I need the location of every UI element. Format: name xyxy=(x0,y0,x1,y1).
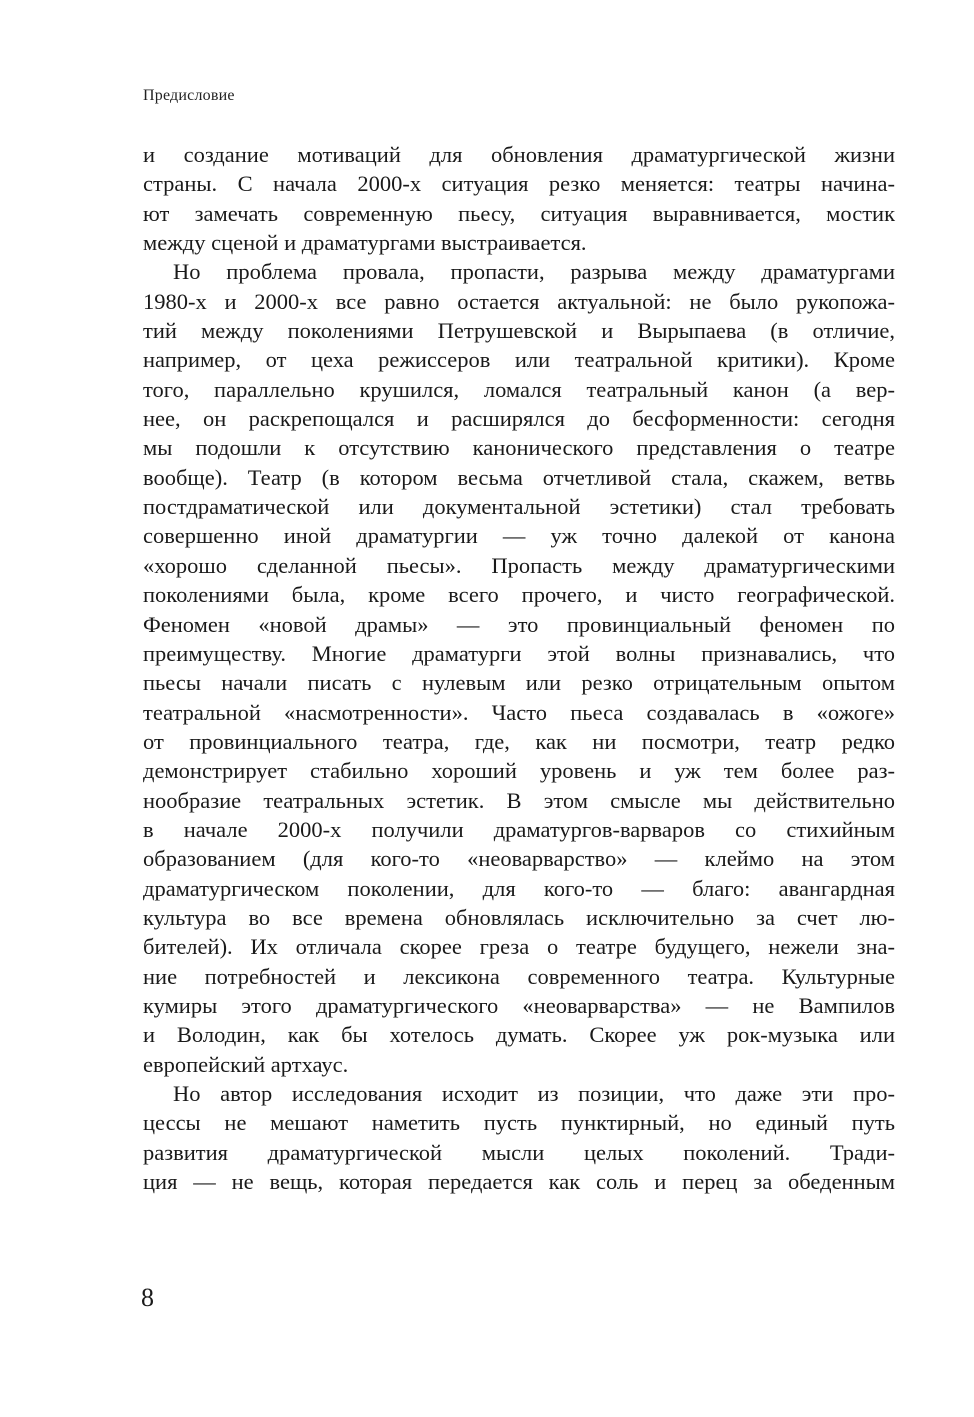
paragraph xyxy=(143,1079,895,1196)
text-line: нее, он раскрепощался и расширялся до бесформенности: сегодня xyxy=(143,406,895,432)
running-head: Предисловие xyxy=(143,87,235,104)
text-line: поколениями была, кроме всего прочего, и чисто географической. xyxy=(143,582,895,608)
text-line: Но автор исследования исходит из позиции, что даже эти про- xyxy=(173,1081,895,1106)
paragraph xyxy=(143,257,895,1079)
text-line: вообще). Театр (в котором весьма отчетливой стала, скажем, ветвь xyxy=(143,464,895,490)
text-line: образованием (для кого-то «неоварварство» — клеймо на этом xyxy=(143,846,895,872)
body-text xyxy=(143,140,895,1196)
text-line: Но проблема провала, пропасти, разрыва между драматургами xyxy=(173,259,895,285)
text-line: например, от цеха режиссеров или театральной критики). Кроме xyxy=(143,347,895,373)
text-line: того, параллельно крушился, ломался театральный канон (а вер- xyxy=(143,376,895,402)
page-number: 8 xyxy=(141,1283,154,1312)
text-line: тий между поколениями Петрушевской и Вырыпаева (в отличие, xyxy=(143,318,895,344)
text-line: драматургическом поколении, для кого-то — благо: авангардная xyxy=(143,875,895,901)
text-line: между сценой и драматургами выстраивается. xyxy=(143,230,587,256)
text-line: и Володин, как бы хотелось думать. Скорее уж рок-музыка или xyxy=(143,1022,895,1048)
text-line: совершенно иной драматургии — уж точно далекой от канона xyxy=(143,523,895,549)
text-line: европейский артхаус. xyxy=(143,1051,349,1077)
text-line: и создание мотиваций для обновления драматургической жизни xyxy=(143,142,895,167)
text-line: театральной «насмотренности». Часто пьеса создавалась в «ожоге» xyxy=(143,699,895,725)
text-line: ют замечать современную пьесу, ситуация выравнивается, мостик xyxy=(143,200,895,226)
paragraph xyxy=(143,140,895,257)
text-line: Феномен «новой драмы» — это провинциальный феномен по xyxy=(143,611,895,637)
text-line: ние потребностей и лексикона современного театра. Культурные xyxy=(143,963,895,989)
text-line: культура во все времена обновлялась исключительно за счет лю- xyxy=(143,904,895,930)
text-line: пьесы начали писать с нулевым или резко отрицательным опытом xyxy=(143,670,895,696)
text-line: «хорошо сделанной пьесы». Пропасть между драматургическими xyxy=(143,552,895,578)
text-line: кумиры этого драматургического «неоварварства» — не Вампилов xyxy=(143,992,895,1018)
text-line: ция — не вещь, которая передается как соль и перец за обеденным xyxy=(143,1169,895,1195)
text-line: в начале 2000-х получили драматургов-варваров со стихийным xyxy=(143,816,895,842)
text-line: цессы не мешают наметить пусть пунктирный, но единый путь xyxy=(143,1110,895,1136)
text-line: от провинциального театра, где, как ни посмотри, театр редко xyxy=(143,728,895,754)
text-line: преимуществу. Многие драматурги этой волны признавались, что xyxy=(143,640,895,666)
text-line: 1980-х и 2000-х все равно остается актуальной: не было рукопожа- xyxy=(143,288,895,314)
text-line: страны. С начала 2000-х ситуация резко меняется: театры начина- xyxy=(143,171,895,197)
text-line: бителей). Их отличала скорее греза о театре будущего, нежели зна- xyxy=(143,934,895,960)
text-line: развития драматургической мысли целых поколений. Тради- xyxy=(143,1139,895,1165)
text-line: демонстрирует стабильно хороший уровень и уж тем более раз- xyxy=(143,758,895,784)
text-line: постдраматической или документальной эстетики) стал требовать xyxy=(143,494,895,520)
text-line: мы подошли к отсутствию канонического представления о театре xyxy=(143,435,895,461)
text-line: нообразие театральных эстетик. В этом смысле мы действительно xyxy=(143,787,895,813)
